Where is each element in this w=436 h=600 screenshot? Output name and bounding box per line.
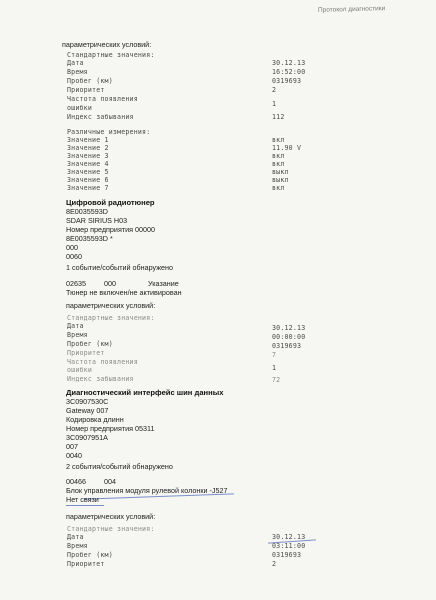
row-label: Пробег (км): [67, 340, 113, 348]
events-count: 1 событие/событий обнаружено: [66, 263, 173, 272]
row-value: 00:00:00: [272, 333, 306, 341]
events-count: 2 события/событий обнаружено: [66, 462, 173, 471]
handwritten-underline: [66, 505, 104, 506]
fault-description: Блок управления модуля рулевой колонки -J527: [66, 486, 228, 495]
meas-value: вкл: [272, 136, 285, 144]
row-label: Дата: [67, 533, 84, 541]
module-line: Кодировка длинн: [66, 415, 124, 424]
row-label: Индекс забывания: [67, 113, 134, 121]
meas-label: Значение 4: [67, 160, 109, 168]
row-label: ошибки: [67, 366, 93, 374]
module-line: 8E0035593D: [66, 207, 108, 216]
row-label: Частота появления: [67, 358, 138, 366]
row-label: Время: [67, 331, 88, 339]
row-label: Дата: [67, 322, 84, 330]
meas-value: вкл: [272, 152, 285, 160]
row-label: Время: [67, 542, 88, 550]
row-value: 7: [272, 351, 277, 359]
row-label: Приоритет: [67, 86, 105, 94]
header-right: Протокол диагностики: [317, 5, 386, 14]
std-values-header: Стандартные значения:: [67, 525, 155, 533]
module-title: Диагностический интерфейс шин данных: [66, 388, 224, 397]
module-title: Цифровой радиотюнер: [66, 198, 155, 207]
meas-value: 11.90 V: [272, 144, 302, 152]
row-value: 1: [272, 364, 277, 372]
module-line: 0060: [66, 252, 82, 261]
row-value: 112: [272, 113, 285, 121]
module-line: 000: [66, 243, 78, 252]
row-value: 2: [272, 560, 277, 568]
std-values-header: Стандартные значения:: [67, 314, 155, 322]
fault-type: Указание: [148, 279, 179, 288]
row-value: 16:52:00: [272, 68, 306, 76]
row-label: Индекс забывания: [67, 375, 134, 383]
meas-label: Значение 5: [67, 168, 109, 176]
row-label: Пробег (км): [67, 77, 113, 85]
meas-label: Значение 7: [67, 184, 109, 192]
fault-code: 00466: [66, 477, 86, 486]
row-value: 2: [272, 86, 277, 94]
row-value: 03:11:00: [272, 542, 306, 550]
fault-code: 02635: [66, 279, 86, 288]
row-value: 0319693: [272, 342, 302, 350]
row-value: 0319693: [272, 77, 302, 85]
row-value: 1: [272, 100, 277, 108]
row-value: 30.12.13: [272, 533, 306, 541]
meas-label: Значение 1: [67, 136, 109, 144]
fault-subcode: 004: [104, 477, 116, 486]
module-line: 0040: [66, 451, 82, 460]
module-line: 8E0035593D *: [66, 234, 113, 243]
section-heading: параметрических условий:: [66, 301, 156, 310]
module-line: 3C0907530C: [66, 397, 109, 406]
meas-value: выкл: [272, 176, 289, 184]
fault-status: Нет связи: [66, 495, 99, 504]
row-label: Пробег (км): [67, 551, 113, 559]
module-line: 3C0907951A: [66, 433, 108, 442]
module-line: 007: [66, 442, 78, 451]
meas-label: Значение 6: [67, 176, 109, 184]
meas-label: Значение 3: [67, 152, 109, 160]
row-label: Частота появления: [67, 95, 138, 103]
section-heading: параметрических условий:: [66, 512, 156, 521]
fault-description: Тюнер не включен/не активирован: [66, 288, 182, 297]
section-heading: параметрических условий:: [62, 40, 152, 49]
std-values-header: Стандартные значения:: [67, 51, 155, 59]
module-line: Номер предприятия 05311: [66, 424, 155, 433]
row-value: 30.12.13: [272, 324, 306, 332]
module-line: Номер предприятия 00000: [66, 225, 156, 234]
meas-label: Значение 2: [67, 144, 109, 152]
module-line: SDAR SIRIUS H03: [66, 216, 128, 225]
module-line: Gateway 007: [66, 406, 109, 415]
row-label: Время: [67, 68, 88, 76]
row-value: 30.12.13: [272, 59, 306, 67]
row-label: Дата: [67, 59, 84, 67]
measurements-header: Различные измерения:: [67, 128, 151, 136]
row-value: 72: [272, 376, 281, 384]
row-label: Приоритет: [67, 560, 105, 568]
row-value: 0319693: [272, 551, 302, 559]
row-label: ошибки: [67, 104, 93, 112]
meas-value: выкл: [272, 168, 289, 176]
meas-value: вкл: [272, 184, 285, 192]
meas-value: вкл: [272, 160, 285, 168]
row-label: Приоритет: [67, 349, 105, 357]
fault-subcode: 000: [104, 279, 116, 288]
